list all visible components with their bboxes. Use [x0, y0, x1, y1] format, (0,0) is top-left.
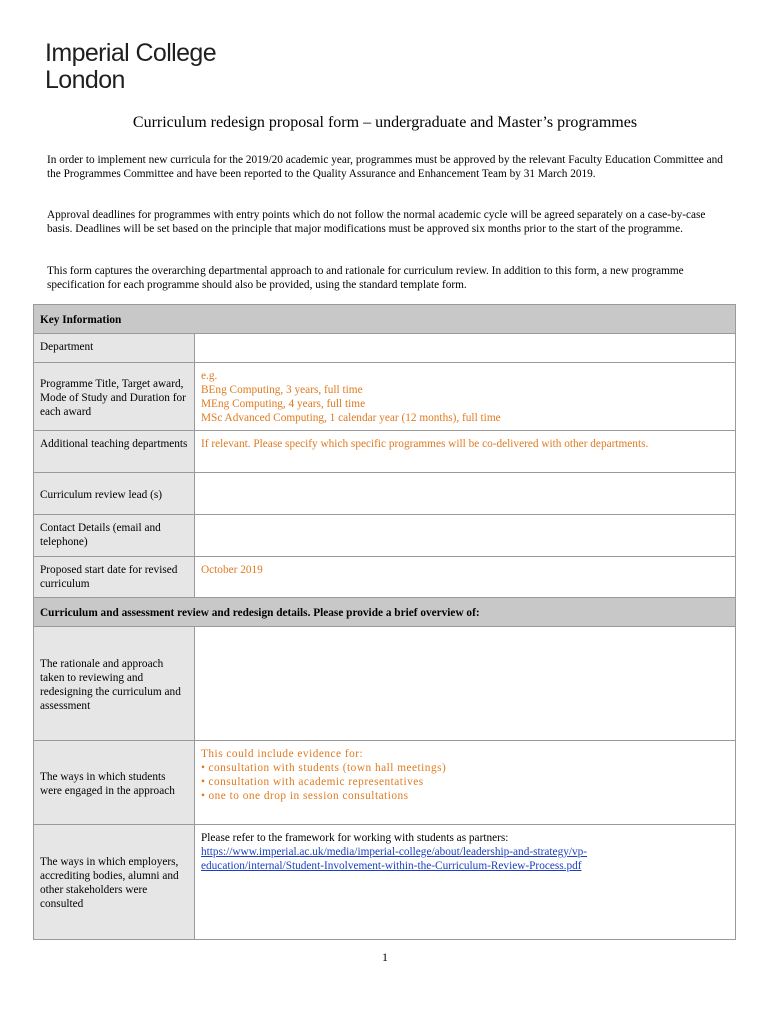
example-line: MSc Advanced Computing, 1 calendar year (12 months), full time	[201, 412, 501, 424]
example-line: BEng Computing, 3 years, full time	[201, 384, 363, 396]
start-date-value: October 2019	[201, 564, 263, 576]
logo-line-1: Imperial College	[45, 39, 217, 67]
hint-list	[201, 761, 729, 803]
start-date-label: Proposed start date for revised curriculum	[34, 557, 195, 598]
example-line: MEng Computing, 4 years, full time	[201, 398, 366, 410]
table-row	[34, 431, 736, 473]
example-line: e.g.	[201, 370, 218, 382]
link-line: education/internal/Student-Involvement-within-the-Curriculum-Review-Process.pdf	[201, 860, 582, 872]
rationale-field[interactable]	[195, 627, 736, 741]
department-label: Department	[34, 334, 195, 363]
table-row	[34, 515, 736, 557]
additional-departments-label: Additional teaching departments	[34, 431, 195, 473]
stakeholder-consultation-field[interactable]	[195, 825, 736, 940]
page-title: Curriculum redesign proposal form – undergraduate and Master’s programmes	[132, 114, 638, 131]
list-item: • consultation with academic representatives	[201, 775, 729, 789]
list-item: • one to one drop in session consultations	[201, 789, 729, 803]
link-line: https://www.imperial.ac.uk/media/imperial-college/about/leadership-and-strategy/vp-	[201, 846, 588, 858]
framework-note: Please refer to the framework for working with students as partners:	[201, 832, 509, 844]
review-header-row	[34, 598, 736, 627]
start-date-field[interactable]	[195, 557, 736, 598]
review-lead-label: Curriculum review lead (s)	[34, 473, 195, 515]
intro-paragraph-2: Approval deadlines for programmes with entry points which do not follow the normal academic cycle will be agreed separately on a case-by-case basis. Deadlines will be set based on the principle that major modifications must be approved six months prior to the start of the programme.	[47, 209, 706, 235]
table-row	[34, 363, 736, 431]
logo-line-2: London	[45, 66, 125, 94]
stakeholder-consultation-label: The ways in which employers, accrediting bodies, alumni and other stakeholders were consulted	[34, 825, 195, 940]
programme-title-label: Programme Title, Target award, Mode of Study and Duration for each award	[34, 363, 195, 431]
table-row	[34, 473, 736, 515]
framework-link[interactable]	[201, 846, 587, 872]
table-row	[34, 627, 736, 741]
page-number: 1	[382, 950, 388, 964]
student-engagement-label: The ways in which students were engaged in the approach	[34, 741, 195, 825]
programme-title-field[interactable]	[195, 363, 736, 431]
table-row	[34, 741, 736, 825]
intro-paragraph-3: This form captures the overarching departmental approach to and rationale for curriculum review. In addition to this form, a new programme specification for each programme should also be provided, using the standard template form.	[47, 265, 684, 291]
hint-intro: This could include evidence for:	[201, 748, 364, 760]
table-row	[34, 334, 736, 363]
table-row	[34, 557, 736, 598]
key-info-header-row	[34, 305, 736, 334]
key-info-header: Key Information	[34, 305, 736, 334]
imperial-logo	[45, 40, 216, 94]
review-header: Curriculum and assessment review and redesign details. Please provide a brief overview of:	[34, 598, 736, 627]
contact-details-label: Contact Details (email and telephone)	[34, 515, 195, 557]
additional-departments-field[interactable]	[195, 431, 736, 473]
student-engagement-field[interactable]	[195, 741, 736, 825]
intro-paragraph-1: In order to implement new curricula for the 2019/20 academic year, programmes must be approved by the relevant Faculty Education Committee and the Programmes Committee and have been reported to the Quality Assurance and Enhancement Team by 31 March 2019.	[47, 154, 723, 180]
proposal-form-table	[33, 304, 736, 940]
hint-text: If relevant. Please specify which specific programmes will be co-delivered with other departments.	[201, 438, 649, 450]
review-lead-field[interactable]	[195, 473, 736, 515]
list-item: • consultation with students (town hall meetings)	[201, 761, 729, 775]
table-row	[34, 825, 736, 940]
contact-details-field[interactable]	[195, 515, 736, 557]
department-field[interactable]	[195, 334, 736, 363]
rationale-label: The rationale and approach taken to reviewing and redesigning the curriculum and assessment	[34, 627, 195, 741]
